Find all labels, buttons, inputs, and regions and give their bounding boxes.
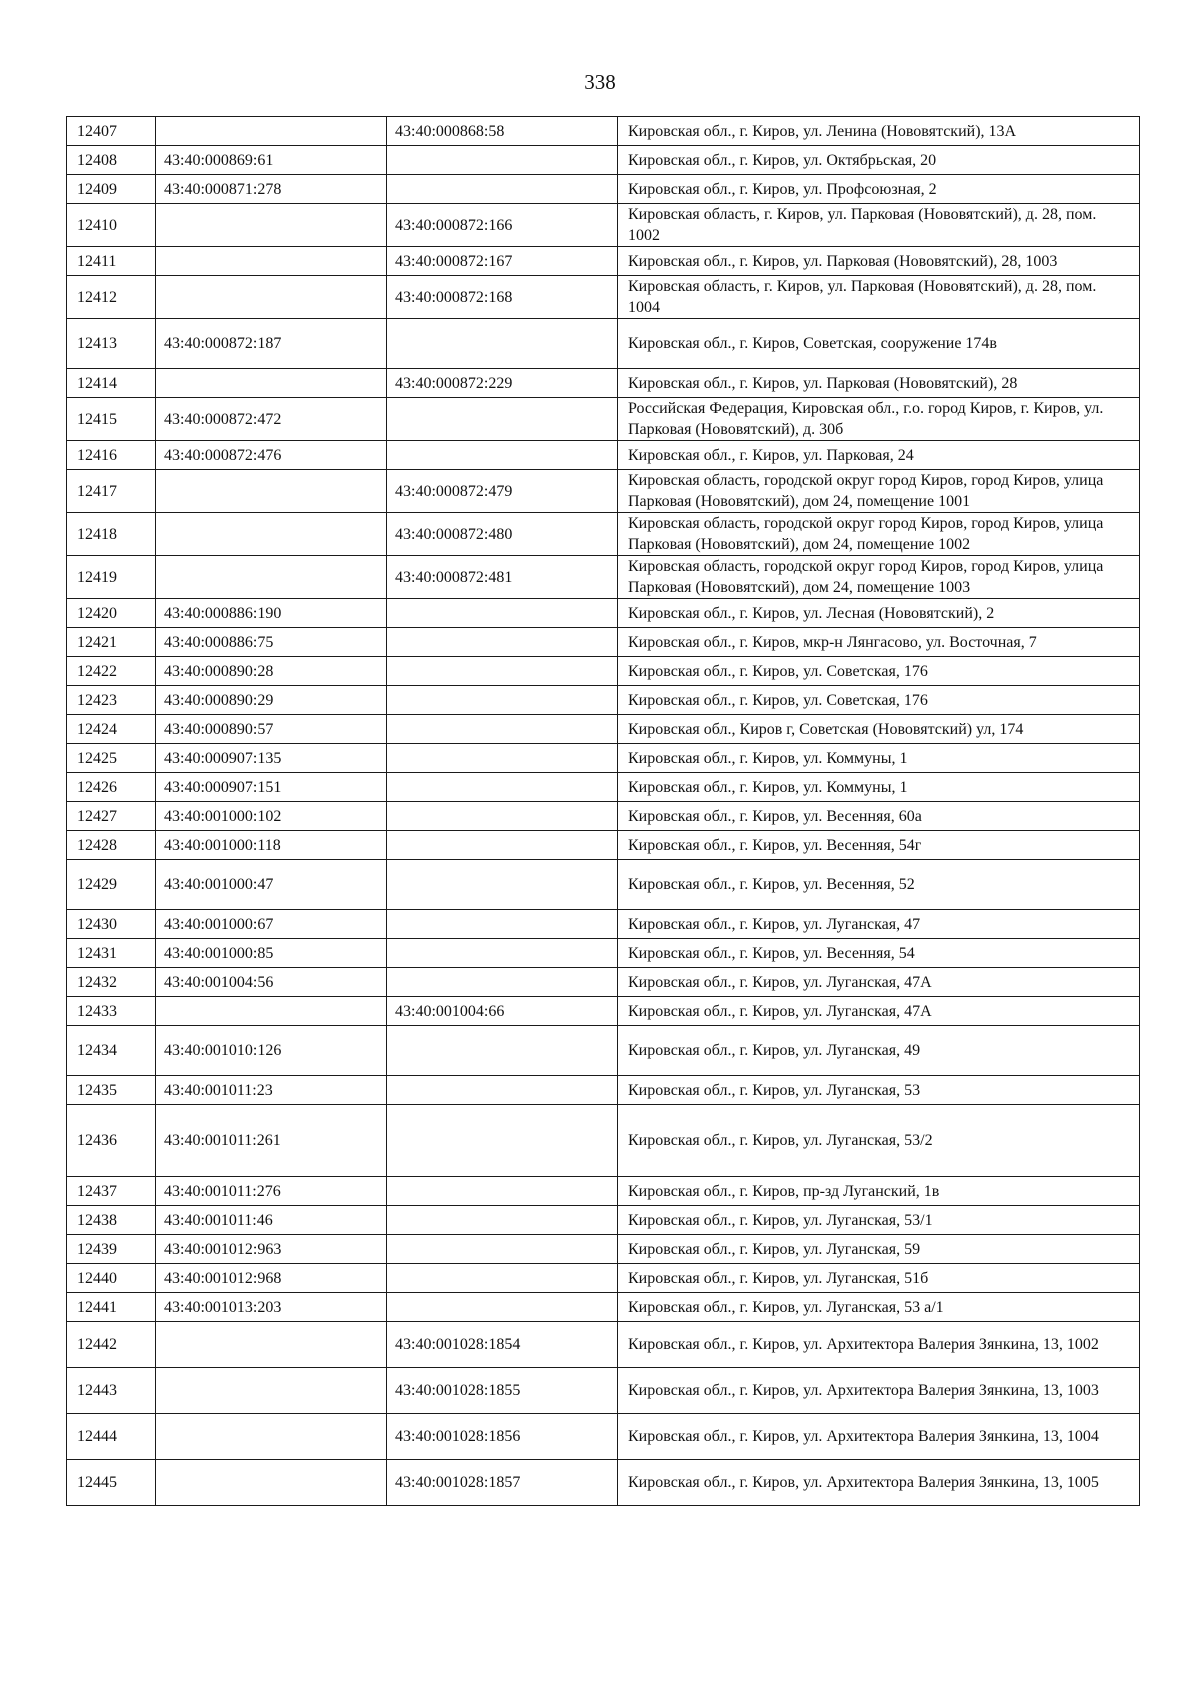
table-row [67,1460,1140,1506]
row-number-cell: 12410 [67,204,156,247]
cadastral-number-cell: 43:40:001004:56 [156,968,387,997]
cadastral-number-cell: 43:40:000890:29 [156,686,387,715]
cadastral-number-cell: 43:40:000871:278 [156,175,387,204]
row-number-cell: 12445 [67,1460,156,1506]
row-number-cell: 12412 [67,276,156,319]
cadastral-number-cell: 43:40:001013:203 [156,1293,387,1322]
cadastral-number-alt-cell [387,686,618,715]
cadastral-number-cell [156,247,387,276]
table-row [67,1293,1140,1322]
table-row [67,441,1140,470]
row-number-cell: 12413 [67,319,156,369]
cadastral-number-cell: 43:40:000890:57 [156,715,387,744]
row-number-cell: 12433 [67,997,156,1026]
table-row [67,513,1140,556]
address-cell: Кировская обл., г. Киров, ул. Весенняя, 54г [618,831,1140,860]
cadastral-number-alt-cell [387,802,618,831]
address-cell: Кировская обл., г. Киров, ул. Луганская, 47А [618,997,1140,1026]
table-row [67,715,1140,744]
cadastral-number-alt-cell: 43:40:001028:1855 [387,1368,618,1414]
address-cell: Кировская обл., г. Киров, ул. Луганская, 47 [618,910,1140,939]
cadastral-number-alt-cell: 43:40:000872:229 [387,369,618,398]
cadastral-number-cell [156,470,387,513]
cadastral-number-alt-cell: 43:40:001028:1857 [387,1460,618,1506]
row-number-cell: 12418 [67,513,156,556]
cadastral-number-alt-cell [387,657,618,686]
cadastral-number-cell: 43:40:000886:190 [156,599,387,628]
table-row [67,773,1140,802]
table-row [67,1235,1140,1264]
row-number-cell: 12422 [67,657,156,686]
cadastral-number-alt-cell: 43:40:000868:58 [387,117,618,146]
address-cell: Кировская обл., г. Киров, ул. Луганская, 59 [618,1235,1140,1264]
table-row [67,657,1140,686]
address-cell: Кировская обл., г. Киров, ул. Луганская, 53 а/1 [618,1293,1140,1322]
table-row [67,175,1140,204]
table-row [67,204,1140,247]
row-number-cell: 12441 [67,1293,156,1322]
cadastral-number-alt-cell [387,1105,618,1177]
cadastral-number-cell: 43:40:000872:472 [156,398,387,441]
cadastral-number-cell [156,276,387,319]
address-cell: Кировская обл., г. Киров, ул. Лесная (Нововятский), 2 [618,599,1140,628]
address-cell: Кировская область, городской округ город Киров, город Киров, улица Парковая (Нововятский), дом 24, помещение 1001 [618,470,1140,513]
address-cell: Кировская область, г. Киров, ул. Парковая (Нововятский), д. 28, пом. 1004 [618,276,1140,319]
cadastral-number-alt-cell: 43:40:000872:480 [387,513,618,556]
address-cell: Кировская обл., г. Киров, ул. Луганская, 49 [618,1026,1140,1076]
cadastral-number-alt-cell [387,715,618,744]
row-number-cell: 12442 [67,1322,156,1368]
address-cell: Кировская обл., г. Киров, ул. Коммуны, 1 [618,744,1140,773]
cadastral-number-cell: 43:40:000890:28 [156,657,387,686]
cadastral-number-alt-cell: 43:40:000872:168 [387,276,618,319]
table-row [67,1206,1140,1235]
table-row [67,1105,1140,1177]
cadastral-number-cell: 43:40:001011:46 [156,1206,387,1235]
cadastral-number-alt-cell: 43:40:001004:66 [387,997,618,1026]
row-number-cell: 12420 [67,599,156,628]
cadastral-number-alt-cell [387,175,618,204]
row-number-cell: 12409 [67,175,156,204]
address-cell: Кировская обл., г. Киров, ул. Парковая, 24 [618,441,1140,470]
table-row [67,831,1140,860]
cadastral-number-cell: 43:40:000869:61 [156,146,387,175]
address-cell: Кировская обл., г. Киров, ул. Коммуны, 1 [618,773,1140,802]
cadastral-number-cell: 43:40:001010:126 [156,1026,387,1076]
address-cell: Кировская обл., г. Киров, ул. Луганская, 53 [618,1076,1140,1105]
cadastral-number-cell [156,997,387,1026]
cadastral-number-alt-cell [387,1026,618,1076]
page-number: 338 [584,70,616,94]
cadastral-number-alt-cell [387,910,618,939]
cadastral-number-alt-cell: 43:40:000872:481 [387,556,618,599]
table-row [67,599,1140,628]
table-row [67,146,1140,175]
address-cell: Кировская обл., г. Киров, ул. Луганская, 51б [618,1264,1140,1293]
cadastral-number-cell [156,117,387,146]
cadastral-number-alt-cell [387,1293,618,1322]
address-cell: Кировская обл., г. Киров, ул. Луганская, 53/2 [618,1105,1140,1177]
address-cell: Кировская обл., г. Киров, ул. Луганская, 47А [618,968,1140,997]
address-cell: Кировская обл., г. Киров, ул. Ленина (Нововятский), 13А [618,117,1140,146]
cadastral-number-cell: 43:40:001000:67 [156,910,387,939]
row-number-cell: 12411 [67,247,156,276]
cadastral-number-cell [156,204,387,247]
table-row [67,939,1140,968]
cadastral-number-cell: 43:40:000886:75 [156,628,387,657]
table-row [67,247,1140,276]
cadastral-number-alt-cell [387,1206,618,1235]
table-row [67,997,1140,1026]
row-number-cell: 12415 [67,398,156,441]
row-number-cell: 12431 [67,939,156,968]
row-number-cell: 12429 [67,860,156,910]
row-number-cell: 12417 [67,470,156,513]
address-cell: Кировская обл., г. Киров, ул. Архитектора Валерия Зянкина, 13, 1003 [618,1368,1140,1414]
cadastral-number-alt-cell: 43:40:000872:479 [387,470,618,513]
address-cell: Кировская область, городской округ город Киров, город Киров, улица Парковая (Нововятский), дом 24, помещение 1003 [618,556,1140,599]
table-row [67,1026,1140,1076]
cadastral-number-alt-cell [387,398,618,441]
cadastral-number-alt-cell [387,1177,618,1206]
row-number-cell: 12424 [67,715,156,744]
table-row [67,1177,1140,1206]
cadastral-number-cell [156,1368,387,1414]
address-cell: Кировская обл., Киров г, Советская (Нововятский) ул, 174 [618,715,1140,744]
cadastral-number-alt-cell [387,441,618,470]
cadastral-number-cell: 43:40:001012:963 [156,1235,387,1264]
table-row [67,117,1140,146]
address-cell: Кировская обл., г. Киров, ул. Октябрьская, 20 [618,146,1140,175]
cadastral-number-alt-cell: 43:40:001028:1856 [387,1414,618,1460]
table-row [67,860,1140,910]
table-row [67,1322,1140,1368]
cadastral-number-cell: 43:40:000872:476 [156,441,387,470]
table-row [67,276,1140,319]
row-number-cell: 12423 [67,686,156,715]
row-number-cell: 12426 [67,773,156,802]
table-row [67,398,1140,441]
row-number-cell: 12427 [67,802,156,831]
address-cell: Кировская обл., г. Киров, пр-зд Луганский, 1в [618,1177,1140,1206]
cadastral-number-alt-cell [387,319,618,369]
cadastral-number-alt-cell: 43:40:000872:166 [387,204,618,247]
cadastral-number-alt-cell [387,773,618,802]
table-row [67,369,1140,398]
cadastral-number-alt-cell [387,1235,618,1264]
address-cell: Кировская область, г. Киров, ул. Парковая (Нововятский), д. 28, пом. 1002 [618,204,1140,247]
address-cell: Кировская обл., г. Киров, ул. Парковая (Нововятский), 28, 1003 [618,247,1140,276]
row-number-cell: 12440 [67,1264,156,1293]
cadastral-number-cell: 43:40:001011:23 [156,1076,387,1105]
row-number-cell: 12444 [67,1414,156,1460]
cadastral-number-cell: 43:40:001011:276 [156,1177,387,1206]
cadastral-number-cell: 43:40:001000:85 [156,939,387,968]
cadastral-number-cell [156,1322,387,1368]
cadastral-number-alt-cell [387,744,618,773]
cadastral-number-cell: 43:40:001000:47 [156,860,387,910]
row-number-cell: 12428 [67,831,156,860]
address-cell: Кировская область, городской округ город Киров, город Киров, улица Парковая (Нововятский), дом 24, помещение 1002 [618,513,1140,556]
table-row [67,744,1140,773]
cadastral-number-alt-cell [387,968,618,997]
address-cell: Кировская обл., г. Киров, ул. Весенняя, 54 [618,939,1140,968]
cadastral-number-cell [156,556,387,599]
cadastral-number-cell [156,1414,387,1460]
address-cell: Кировская обл., г. Киров, ул. Советская, 176 [618,686,1140,715]
table-row [67,1368,1140,1414]
table-row [67,319,1140,369]
cadastral-number-cell [156,1460,387,1506]
property-table [66,116,1140,1506]
cadastral-number-alt-cell [387,1076,618,1105]
table-row [67,1264,1140,1293]
cadastral-number-cell: 43:40:000907:151 [156,773,387,802]
cadastral-number-cell [156,369,387,398]
address-cell: Кировская обл., г. Киров, ул. Архитектора Валерия Зянкина, 13, 1002 [618,1322,1140,1368]
row-number-cell: 12408 [67,146,156,175]
address-cell: Кировская обл., г. Киров, ул. Луганская, 53/1 [618,1206,1140,1235]
cadastral-number-alt-cell [387,1264,618,1293]
table-row [67,628,1140,657]
row-number-cell: 12430 [67,910,156,939]
address-cell: Кировская обл., г. Киров, ул. Весенняя, 60а [618,802,1140,831]
address-cell: Кировская обл., г. Киров, ул. Профсоюзная, 2 [618,175,1140,204]
address-cell: Кировская обл., г. Киров, мкр-н Лянгасово, ул. Восточная, 7 [618,628,1140,657]
row-number-cell: 12437 [67,1177,156,1206]
row-number-cell: 12432 [67,968,156,997]
table-row [67,686,1140,715]
row-number-cell: 12407 [67,117,156,146]
address-cell: Кировская обл., г. Киров, ул. Архитектора Валерия Зянкина, 13, 1004 [618,1414,1140,1460]
table-row [67,556,1140,599]
table-row [67,968,1140,997]
property-table-body [67,117,1140,1506]
address-cell: Кировская обл., г. Киров, ул. Архитектора Валерия Зянкина, 13, 1005 [618,1460,1140,1506]
row-number-cell: 12436 [67,1105,156,1177]
cadastral-number-alt-cell: 43:40:001028:1854 [387,1322,618,1368]
row-number-cell: 12439 [67,1235,156,1264]
row-number-cell: 12434 [67,1026,156,1076]
table-row [67,1076,1140,1105]
cadastral-number-alt-cell [387,860,618,910]
address-cell: Кировская обл., г. Киров, ул. Парковая (Нововятский), 28 [618,369,1140,398]
cadastral-number-alt-cell [387,628,618,657]
row-number-cell: 12421 [67,628,156,657]
cadastral-number-alt-cell [387,831,618,860]
cadastral-number-cell: 43:40:000907:135 [156,744,387,773]
table-row [67,910,1140,939]
cadastral-number-cell: 43:40:001000:118 [156,831,387,860]
row-number-cell: 12425 [67,744,156,773]
row-number-cell: 12435 [67,1076,156,1105]
cadastral-number-cell: 43:40:001011:261 [156,1105,387,1177]
row-number-cell: 12414 [67,369,156,398]
cadastral-number-alt-cell [387,599,618,628]
cadastral-number-cell [156,513,387,556]
table-row [67,470,1140,513]
row-number-cell: 12419 [67,556,156,599]
cadastral-number-cell: 43:40:000872:187 [156,319,387,369]
cadastral-number-alt-cell [387,939,618,968]
cadastral-number-alt-cell: 43:40:000872:167 [387,247,618,276]
row-number-cell: 12438 [67,1206,156,1235]
address-cell: Российская Федерация, Кировская обл., г.о. город Киров, г. Киров, ул. Парковая (Нововятский), д. 30б [618,398,1140,441]
address-cell: Кировская обл., г. Киров, ул. Советская, 176 [618,657,1140,686]
cadastral-number-cell: 43:40:001000:102 [156,802,387,831]
address-cell: Кировская обл., г. Киров, ул. Весенняя, 52 [618,860,1140,910]
cadastral-number-alt-cell [387,146,618,175]
table-row [67,1414,1140,1460]
row-number-cell: 12443 [67,1368,156,1414]
row-number-cell: 12416 [67,441,156,470]
table-row [67,802,1140,831]
address-cell: Кировская обл., г. Киров, Советская, сооружение 174в [618,319,1140,369]
cadastral-number-cell: 43:40:001012:968 [156,1264,387,1293]
